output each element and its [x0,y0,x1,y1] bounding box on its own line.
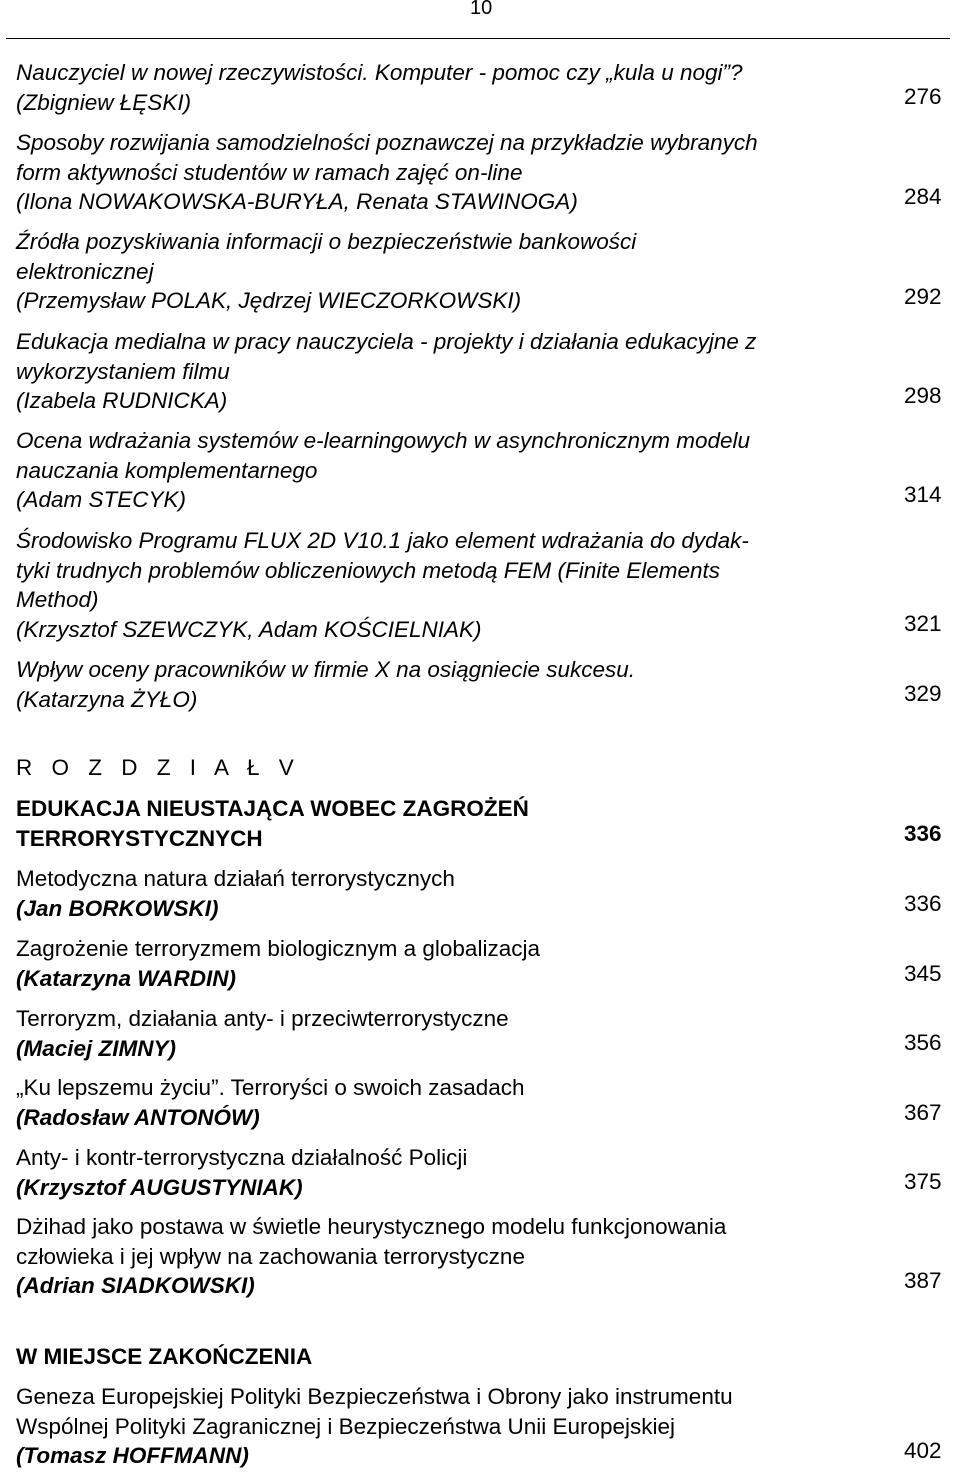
toc-entry[interactable] [16,1073,956,1132]
entry-author: (Jan BORKOWSKI) [16,895,219,921]
entry-title: nauczania komplementarnego [16,457,318,483]
entry-title: Method) [16,587,99,612]
entry-page: 314 [904,482,942,507]
toc-entry[interactable] [16,526,956,644]
entry-title: Sposoby rozwijania samodzielności poznawczej na przykładzie wybranych [16,130,758,155]
header-divider [6,38,950,39]
toc-entry[interactable] [16,1004,956,1063]
entry-page: 336 [904,891,942,916]
page-number: 10 [470,0,493,19]
entry-author: (Adam STECYK) [16,487,187,512]
entry-title: elektronicznej [16,258,154,284]
entry-author: (Maciej ZIMNY) [16,1035,177,1061]
chapter-label-block [16,753,956,783]
entry-page: 387 [904,1268,942,1293]
entry-title: Metodyczna natura działań terrorystycznych [16,866,455,891]
chapter-label: R O Z D Z I A Ł V [16,755,301,780]
toc-entry[interactable] [16,227,956,316]
entry-page: 367 [904,1100,942,1125]
entry-author: (Katarzyna WARDIN) [16,965,237,991]
entry-page: 375 [904,1169,942,1194]
toc-entry[interactable] [16,655,956,714]
entry-title: człowieka i jej wpływ na zachowania terrorystyczne [16,1243,525,1269]
entry-page: 345 [904,961,942,986]
toc-entry[interactable] [16,58,956,117]
toc-entry[interactable] [16,1212,956,1301]
entry-author: (Przemysław POLAK, Jędrzej WIECZORKOWSKI) [16,288,522,313]
toc-entry[interactable] [16,426,956,515]
entry-author: (Krzysztof SZEWCZYK, Adam KOŚCIELNIAK) [16,616,482,642]
entry-title: form aktywności studentów w ramach zajęć on-line [16,159,523,185]
entry-author: (Izabela RUDNICKA) [16,388,228,413]
toc-entry[interactable] [16,1143,956,1202]
entry-title: „Ku lepszemu życiu”. Terroryści o swoich zasadach [16,1075,525,1100]
entry-title: Środowisko Programu FLUX 2D V10.1 jako element wdrażania do dydak- [16,528,749,553]
section-title: W MIEJSCE ZAKOŃCZENIA [16,1344,313,1369]
chapter-title-line: EDUKACJA NIEUSTAJĄCA WOBEC ZAGROŻEŃ [16,796,529,821]
entry-page: 284 [904,184,942,209]
toc-entry[interactable] [16,128,956,217]
entry-title: Anty- i kontr-terrorystyczna działalność Policji [16,1145,468,1170]
chapter-title-page: 336 [904,821,942,846]
toc-entry[interactable] [16,1382,956,1471]
entry-title: Zagrożenie terroryzmem biologicznym a globalizacja [16,936,540,961]
entry-page: 292 [904,284,942,309]
toc-entry[interactable] [16,864,956,923]
entry-author: (Adrian SIADKOWSKI) [16,1273,255,1298]
toc-entry[interactable] [16,934,956,993]
entry-page: 356 [904,1030,942,1055]
entry-title: Źródła pozyskiwania informacji o bezpieczeństwie bankowości [16,229,637,254]
entry-title: Wspólnej Polityki Zagranicznej i Bezpieczeństwa Unii Europejskiej [16,1413,676,1439]
entry-title: Edukacja medialna w pracy nauczyciela - projekty i działania edukacyjne z [16,329,757,354]
entry-page: 329 [904,681,942,706]
entry-title: Ocena wdrażania systemów e-learningowych w asynchronicznym modelu [16,428,751,453]
entry-title: Wpływ oceny pracowników w firmie X na osiągniecie sukcesu. [16,657,636,682]
entry-author: (Katarzyna ŻYŁO) [16,686,198,712]
entry-title: Nauczyciel w nowej rzeczywistości. Komputer - pomoc czy „kula u nogi”? [16,60,743,85]
entry-page: 276 [904,84,942,109]
entry-title: tyki trudnych problemów obliczeniowych metodą FEM (Finite Elements [16,557,721,583]
entry-title: Geneza Europejskiej Polityki Bezpieczeństwa i Obrony jako instrumentu [16,1384,733,1409]
entry-author: (Tomasz HOFFMANN) [16,1443,249,1468]
entry-author: (Krzysztof AUGUSTYNIAK) [16,1174,303,1200]
entry-page: 402 [904,1438,942,1463]
chapter-title-line: TERRORYSTYCZNYCH [16,825,263,851]
entry-author: (Ilona NOWAKOWSKA-BURYŁA, Renata STAWINOGA) [16,189,578,214]
entry-author: (Zbigniew ŁĘSKI) [16,89,192,115]
entry-page: 321 [904,611,942,636]
entry-title: wykorzystaniem filmu [16,358,230,384]
entry-page: 298 [904,383,942,408]
chapter-title[interactable] [16,794,956,853]
toc-entry[interactable] [16,327,956,416]
entry-author: (Radosław ANTONÓW) [16,1104,260,1130]
entry-title: Dżihad jako postawa w świetle heurystycznego modelu funkcjonowania [16,1214,727,1239]
entry-title: Terroryzm, działania anty- i przeciwterrorystyczne [16,1006,509,1031]
section-title-block[interactable] [16,1342,956,1372]
